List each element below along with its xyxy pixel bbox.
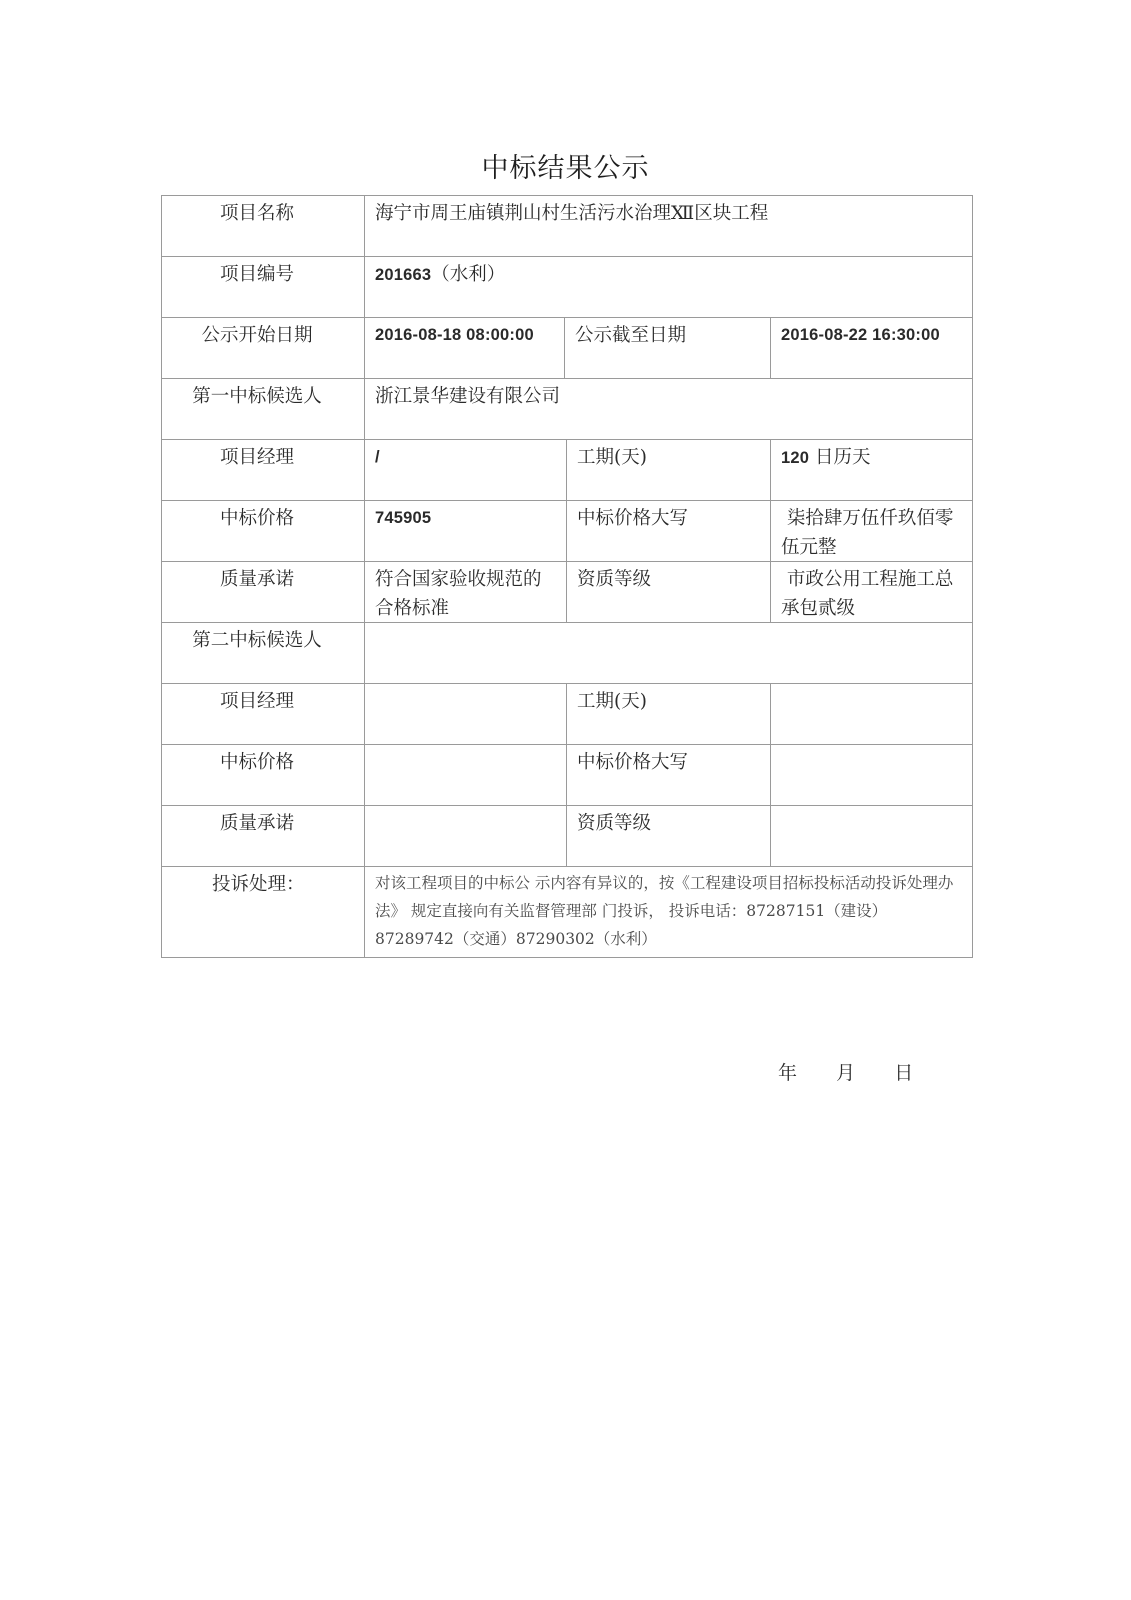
second-price-words-value bbox=[770, 744, 973, 805]
first-price-value: 745905 bbox=[364, 500, 566, 561]
second-price-words-label: 中标价格大写 bbox=[566, 744, 770, 805]
publicity-end-label: 公示截至日期 bbox=[564, 317, 770, 378]
first-candidate-label: 第一中标候选人 bbox=[161, 378, 364, 439]
second-period-label: 工期(天) bbox=[566, 683, 770, 744]
first-price-words-label: 中标价格大写 bbox=[566, 500, 770, 561]
first-qualification-label: 资质等级 bbox=[566, 561, 770, 622]
project-number-code: 201663 bbox=[375, 266, 432, 284]
publicity-start-value: 2016-08-18 08:00:00 bbox=[364, 317, 564, 378]
date-month: 月 bbox=[836, 1062, 857, 1084]
document-title: 中标结果公示 bbox=[481, 153, 650, 184]
project-name-label: 项目名称 bbox=[161, 195, 364, 256]
second-pm-value bbox=[364, 683, 566, 744]
first-quality-label: 质量承诺 bbox=[161, 561, 364, 622]
second-quality-label: 质量承诺 bbox=[161, 805, 364, 866]
first-pm-label: 项目经理 bbox=[161, 439, 364, 500]
second-period-value bbox=[770, 683, 973, 744]
complaint-text: 对该工程项目的中标公 示内容有异议的，按《工程建设项目招标投标活动投诉处理办法》 规定直接向有关监督管理部 门投诉， 投诉电话：87287151（建设）87289742（交通）87290302（水利） bbox=[364, 866, 973, 958]
first-price-label: 中标价格 bbox=[161, 500, 364, 561]
second-candidate-label: 第二中标候选人 bbox=[161, 622, 364, 683]
project-number-label: 项目编号 bbox=[161, 256, 364, 317]
second-qualification-value bbox=[770, 805, 973, 866]
date-year: 年 bbox=[778, 1062, 799, 1084]
second-candidate-value bbox=[364, 622, 973, 683]
complaint-label: 投诉处理： bbox=[161, 866, 364, 958]
first-period-unit: 日历天 bbox=[815, 447, 871, 468]
first-quality-value: 符合国家验收规范的合格标准 bbox=[364, 561, 566, 622]
second-price-value bbox=[364, 744, 566, 805]
project-number-value bbox=[364, 256, 973, 317]
first-period-label: 工期(天) bbox=[566, 439, 770, 500]
signature-date bbox=[778, 1058, 914, 1085]
publicity-end-value: 2016-08-22 16:30:00 bbox=[770, 317, 973, 378]
publicity-start-label: 公示开始日期 bbox=[161, 317, 364, 378]
date-day: 日 bbox=[894, 1062, 915, 1084]
project-name-value: 海宁市周王庙镇荆山村生活污水治理Ⅻ区块工程 bbox=[364, 195, 973, 256]
first-candidate-value: 浙江景华建设有限公司 bbox=[364, 378, 973, 439]
first-price-words-value: 柒拾肆万伍仟玖佰零伍元整 bbox=[770, 500, 973, 561]
first-pm-value: / bbox=[364, 439, 566, 500]
second-price-label: 中标价格 bbox=[161, 744, 364, 805]
first-period-value bbox=[770, 439, 973, 500]
second-pm-label: 项目经理 bbox=[161, 683, 364, 744]
project-number-suffix: （水利） bbox=[431, 264, 506, 285]
first-period-number: 120 bbox=[781, 449, 810, 467]
second-quality-value bbox=[364, 805, 566, 866]
first-qualification-value: 市政公用工程施工总承包贰级 bbox=[770, 561, 973, 622]
second-qualification-label: 资质等级 bbox=[566, 805, 770, 866]
